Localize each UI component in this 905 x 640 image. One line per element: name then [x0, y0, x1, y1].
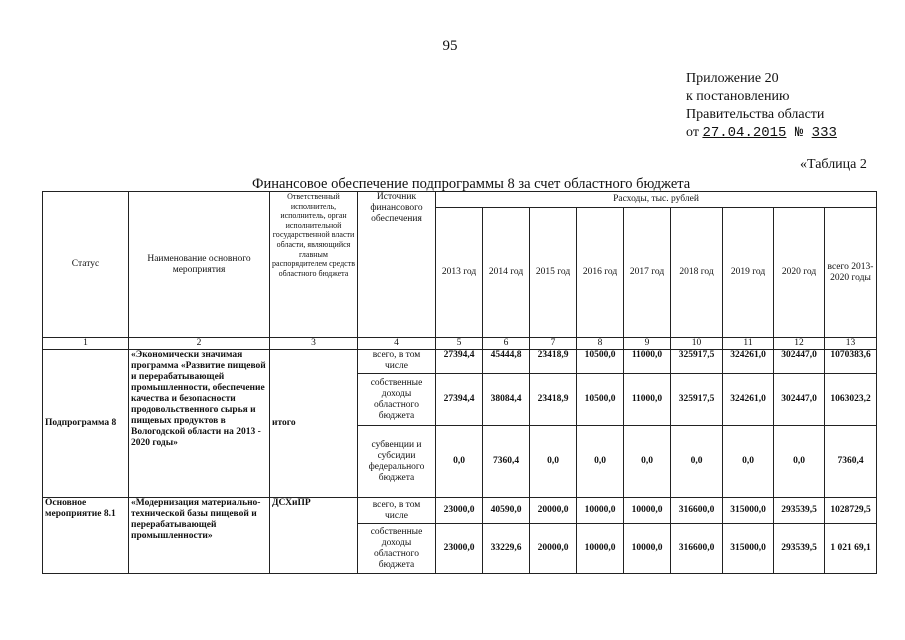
header-status: Статус [43, 192, 129, 338]
table-cell: 302447,0 [774, 374, 825, 426]
column-number-row [43, 338, 877, 350]
header-expenses: Расходы, тыс. рублей [436, 192, 877, 208]
table-cell: 38084,4 [483, 374, 530, 426]
row-responsible: ДСХиПР [270, 498, 358, 574]
header-year-2016: 2016 год [577, 208, 624, 338]
table-cell: 0,0 [624, 426, 671, 498]
table-cell: 325917,5 [671, 374, 723, 426]
header-total: всего 2013-2020 годы [825, 208, 877, 338]
table-cell: 27394,4 [436, 374, 483, 426]
table-row [43, 350, 877, 374]
table-cell: 23000,0 [436, 524, 483, 574]
column-number: 8 [577, 338, 624, 350]
table-cell: 0,0 [723, 426, 774, 498]
table-tag: «Таблица 2 [800, 157, 867, 172]
row-source: собственные доходы областного бюджета [358, 524, 436, 574]
row-source: собственные доходы областного бюджета [358, 374, 436, 426]
table-cell: 293539,5 [774, 498, 825, 524]
date-prefix: от [686, 125, 703, 140]
table-cell: 324261,0 [723, 350, 774, 374]
table-cell: 1 021 69,1 [825, 524, 877, 574]
row-name: «Модернизация материально-технической базы пищевой и перерабатывающей промышленности» [129, 498, 270, 574]
table-cell: 315000,0 [723, 498, 774, 524]
table-cell: 302447,0 [774, 350, 825, 374]
resolution-date: 27.04.2015 [702, 125, 787, 141]
appendix-block [686, 70, 837, 142]
table-cell: 1028729,5 [825, 498, 877, 524]
table-cell: 23418,9 [530, 374, 577, 426]
header-source: Источник финансового обеспечения [358, 192, 436, 338]
column-number: 6 [483, 338, 530, 350]
column-number: 7 [530, 338, 577, 350]
table-cell: 10000,0 [624, 498, 671, 524]
row-source: всего, в том числе [358, 350, 436, 374]
header-year-2019: 2019 год [723, 208, 774, 338]
row-status: Основное мероприятие 8.1 [43, 498, 129, 574]
row-source: субвенции и субсидии федерального бюджета [358, 426, 436, 498]
column-number: 13 [825, 338, 877, 350]
header-year-2015: 2015 год [530, 208, 577, 338]
table-cell: 23418,9 [530, 350, 577, 374]
table-cell: 315000,0 [723, 524, 774, 574]
table-cell: 27394,4 [436, 350, 483, 374]
header-year-2014: 2014 год [483, 208, 530, 338]
row-status: Подпрограмма 8 [43, 350, 129, 498]
column-number: 2 [129, 338, 270, 350]
table-cell: 0,0 [671, 426, 723, 498]
row-source: всего, в том числе [358, 498, 436, 524]
table-row [43, 498, 877, 524]
column-number: 3 [270, 338, 358, 350]
table-cell: 10000,0 [624, 524, 671, 574]
table-cell: 7360,4 [483, 426, 530, 498]
appendix-line-3: Правительства области [686, 107, 825, 122]
table-cell: 316600,0 [671, 524, 723, 574]
resolution-number: 333 [811, 125, 837, 141]
table-cell: 324261,0 [723, 374, 774, 426]
table-cell: 10000,0 [577, 498, 624, 524]
table-cell: 33229,6 [483, 524, 530, 574]
header-year-2017: 2017 год [624, 208, 671, 338]
row-responsible: итого [270, 350, 358, 498]
column-number: 12 [774, 338, 825, 350]
appendix-line-1: Приложение 20 [686, 71, 779, 86]
table-cell: 23000,0 [436, 498, 483, 524]
table-cell: 20000,0 [530, 498, 577, 524]
column-number: 5 [436, 338, 483, 350]
table-cell: 293539,5 [774, 524, 825, 574]
column-number: 10 [671, 338, 723, 350]
table-cell: 40590,0 [483, 498, 530, 524]
table-cell: 11000,0 [624, 374, 671, 426]
column-number: 9 [624, 338, 671, 350]
table-cell: 10000,0 [577, 524, 624, 574]
header-name: Наименование основного мероприятия [129, 192, 270, 338]
table-cell: 1063023,2 [825, 374, 877, 426]
header-year-2013: 2013 год [436, 208, 483, 338]
row-name: «Экономически значимая программа «Развитие пищевой и перерабатывающей промышленности, обеспечение качества и безопасности продовольственного сырья и пищевых продуктов в Вологодской области на 2013 - 2020 годы» [129, 350, 270, 498]
table-title: Финансовое обеспечение подпрограммы 8 за счет областного бюджета [252, 176, 691, 192]
header-year-2018: 2018 год [671, 208, 723, 338]
table-cell: 20000,0 [530, 524, 577, 574]
page-number: 95 [442, 38, 458, 54]
table-cell: 325917,5 [671, 350, 723, 374]
table-cell: 11000,0 [624, 350, 671, 374]
table-cell: 10500,0 [577, 350, 624, 374]
table-cell: 10500,0 [577, 374, 624, 426]
table-cell: 7360,4 [825, 426, 877, 498]
table-cell: 1070383,6 [825, 350, 877, 374]
column-number: 4 [358, 338, 436, 350]
number-sign: № [786, 125, 812, 141]
appendix-line-2: к постановлению [686, 89, 790, 104]
table-cell: 0,0 [436, 426, 483, 498]
column-number: 11 [723, 338, 774, 350]
financing-table [42, 191, 877, 574]
table-cell: 0,0 [577, 426, 624, 498]
table-cell: 316600,0 [671, 498, 723, 524]
table-cell: 0,0 [530, 426, 577, 498]
column-number: 1 [43, 338, 129, 350]
appendix-date-line [686, 124, 837, 142]
table-cell: 0,0 [774, 426, 825, 498]
table-cell: 45444,8 [483, 350, 530, 374]
header-year-2020: 2020 год [774, 208, 825, 338]
header-responsible: Ответственный исполнитель, исполнитель, орган исполнительной государственной власти области, являющийся главным распорядителем средств областного бюджета [270, 192, 358, 338]
